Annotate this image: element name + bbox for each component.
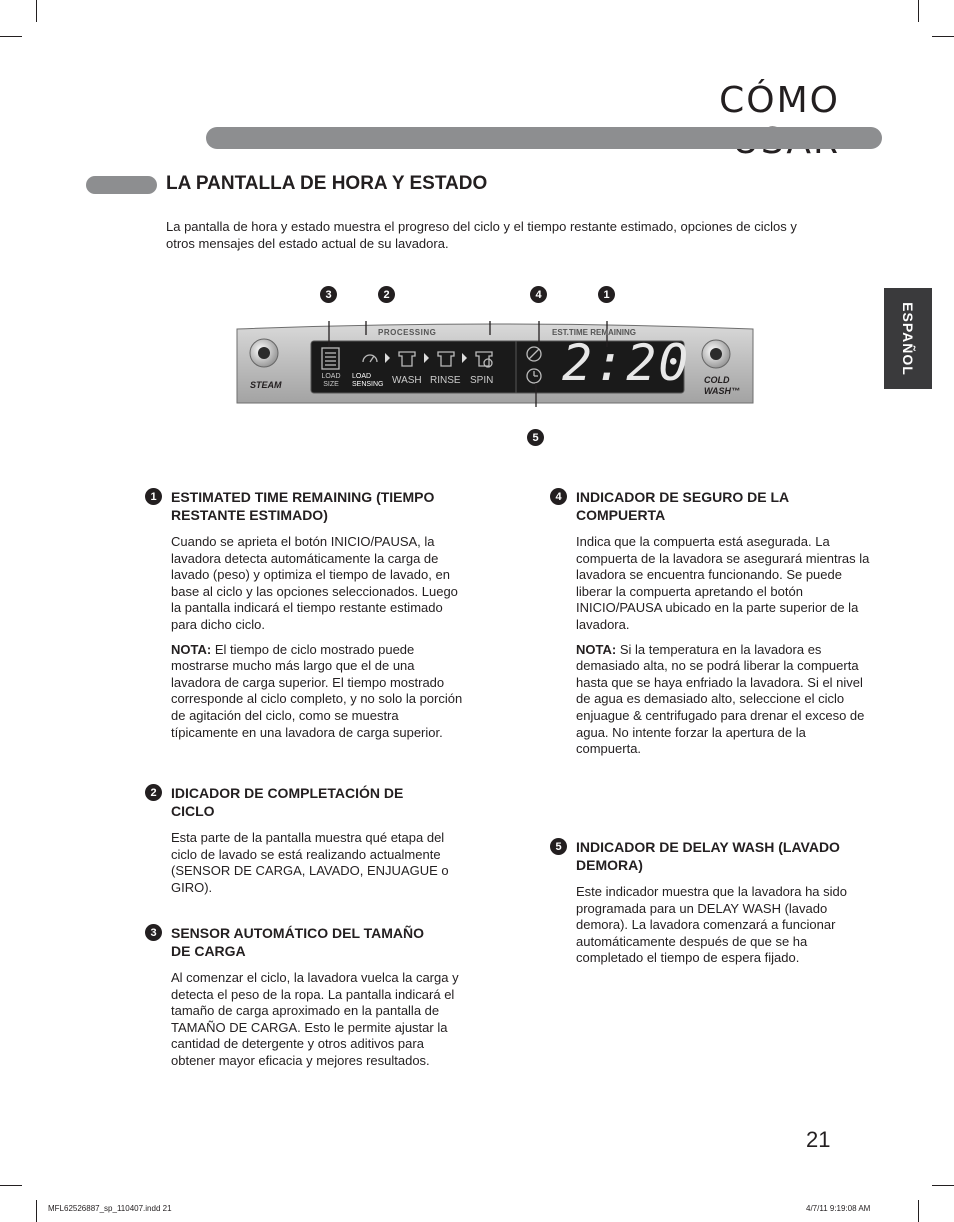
note-text: Si la temperatura en la lavadora es demasiado alta, no se podrá liberar la compuerta hasta que se haya enfriado la lavadora. Si el nivel de agua es demasiado alto, seleccione el ciclo enjuague & centrifugado para drenar el exceso de agua. No intente forzar la apertura de la compuerta. [576, 641, 865, 757]
item-body: Cuando se aprieta el botón INICIO/PAUSA, la lavadora detecta automáticamente la carga de lavado (peso) y optimiza el tiempo de lavado, en base al ciclo y las opciones seleccionados. Luego la pantalla indicará el tiempo restante estimado para dicho ciclo. [171, 534, 458, 632]
est-time-label: EST.TIME REMAINING [552, 328, 637, 337]
item-estimated-time [145, 488, 463, 741]
crop-mark [932, 1185, 954, 1186]
crop-mark [0, 1185, 22, 1186]
item-cycle-completion [145, 784, 449, 896]
load-size-line1: LOAD [321, 373, 341, 380]
title-bar [206, 127, 882, 149]
crop-mark [918, 1200, 919, 1222]
item-body: Esta parte de la pantalla muestra qué etapa del ciclo de lavado se está realizando actualmente (SENSOR DE CARGA, LAVADO, ENJUAGUE o GIRO). [171, 830, 449, 895]
processing-label: PROCESSING [378, 328, 437, 337]
callout-1: 1 [598, 286, 615, 303]
crop-mark [0, 36, 22, 37]
item-load-size-sensor [145, 924, 459, 1070]
rinse-label: RINSE [430, 375, 461, 386]
section-intro: La pantalla de hora y estado muestra el progreso del ciclo y el tiempo restante estimado, opciones de ciclos y otros mensajes del estado actual de su lavadora. [166, 219, 797, 251]
section-title: LA PANTALLA DE HORA Y ESTADO [166, 173, 488, 194]
item-title: SENSOR AUTOMÁTICO DEL TAMAÑO DE CARGA [171, 925, 425, 959]
section-pill [86, 176, 157, 194]
item-number-badge: 2 [145, 784, 162, 801]
page-title: CÓMO [719, 80, 840, 121]
item-body: Este indicador muestra que la lavadora ha sido programada para un DELAY WASH (lavado demora). La lavadora comenzará a funcionar automáticamente después de que se ha completado el tiempo de espera fijado. [576, 884, 847, 966]
cold-wash-line2: WASH™ [704, 386, 740, 396]
time-display: 2:20 [562, 334, 691, 392]
item-title: INDICADOR DE DELAY WASH (LAVADO DEMORA) [576, 839, 840, 873]
load-sensing-label [352, 373, 384, 389]
item-delay-wash [550, 838, 850, 967]
callout-3: 3 [320, 286, 337, 303]
load-size-line2: SIZE [323, 381, 339, 388]
language-tab [884, 288, 932, 389]
callout-2: 2 [378, 286, 395, 303]
steam-label: STEAM [250, 380, 282, 390]
item-number-badge: 5 [550, 838, 567, 855]
note-label: NOTA: [171, 641, 212, 657]
crop-mark [36, 0, 37, 22]
note-text: El tiempo de ciclo mostrado puede mostrarse mucho más largo que el de una lavadora de carga superior. El tiempo mostrado corresponde al ciclo completo, y no solo la porción de agitación del ciclo, como se muestra típicamente en una lavadora de carga superior. [171, 641, 463, 740]
crop-mark [918, 0, 919, 22]
item-body: Indica que la compuerta está asegurada. La compuerta de la lavadora se asegurará mientras la lavadora se encuentra funcionando. Se puede liberar la compuerta apretando el botón INICIO/PAUSA ubicado en la parte superior de la lavadora. [576, 534, 870, 632]
item-title: IDICADOR DE COMPLETACIÓN DE CICLO [171, 785, 404, 819]
load-sensing-line1: LOAD [352, 373, 372, 380]
cold-wash-line1: COLD [704, 375, 730, 385]
language-tab-label: ESPAÑOL [900, 301, 917, 376]
item-note [576, 642, 871, 758]
note-label: NOTA: [576, 641, 617, 657]
crop-mark [932, 36, 954, 37]
callout-4: 4 [530, 286, 547, 303]
item-title: INDICADOR DE SEGURO DE LA COMPUERTA [576, 489, 789, 523]
item-number-badge: 1 [145, 488, 162, 505]
footer-file-info: MFL62526887_sp_110407.indd 21 [48, 1204, 172, 1213]
callout-5: 5 [527, 429, 544, 446]
item-body: Al comenzar el ciclo, la lavadora vuelca la carga y detecta el peso de la ropa. La pantalla indicará el tamaño de carga aproximado en la pantalla de TAMAÑO DE CARGA. Esto le permite ajustar la cantidad de detergente y otros aditivos para obtener mayor eficacia y mejores resultados. [171, 970, 459, 1068]
item-title: ESTIMATED TIME REMAINING (TIEMPO RESTANTE ESTIMADO) [171, 489, 435, 523]
item-number-badge: 3 [145, 924, 162, 941]
spin-label: SPIN [470, 375, 494, 386]
load-size-label [318, 373, 344, 389]
item-number-badge: 4 [550, 488, 567, 505]
wash-label: WASH [392, 375, 422, 386]
load-sensing-line2: SENSING [352, 381, 384, 388]
item-door-lock [550, 488, 870, 758]
page-number: 21 [806, 1127, 831, 1152]
footer-timestamp: 4/7/11 9:19:08 AM [806, 1204, 871, 1213]
crop-mark [36, 1200, 37, 1222]
item-note [171, 642, 466, 742]
cold-wash-label [704, 375, 740, 397]
